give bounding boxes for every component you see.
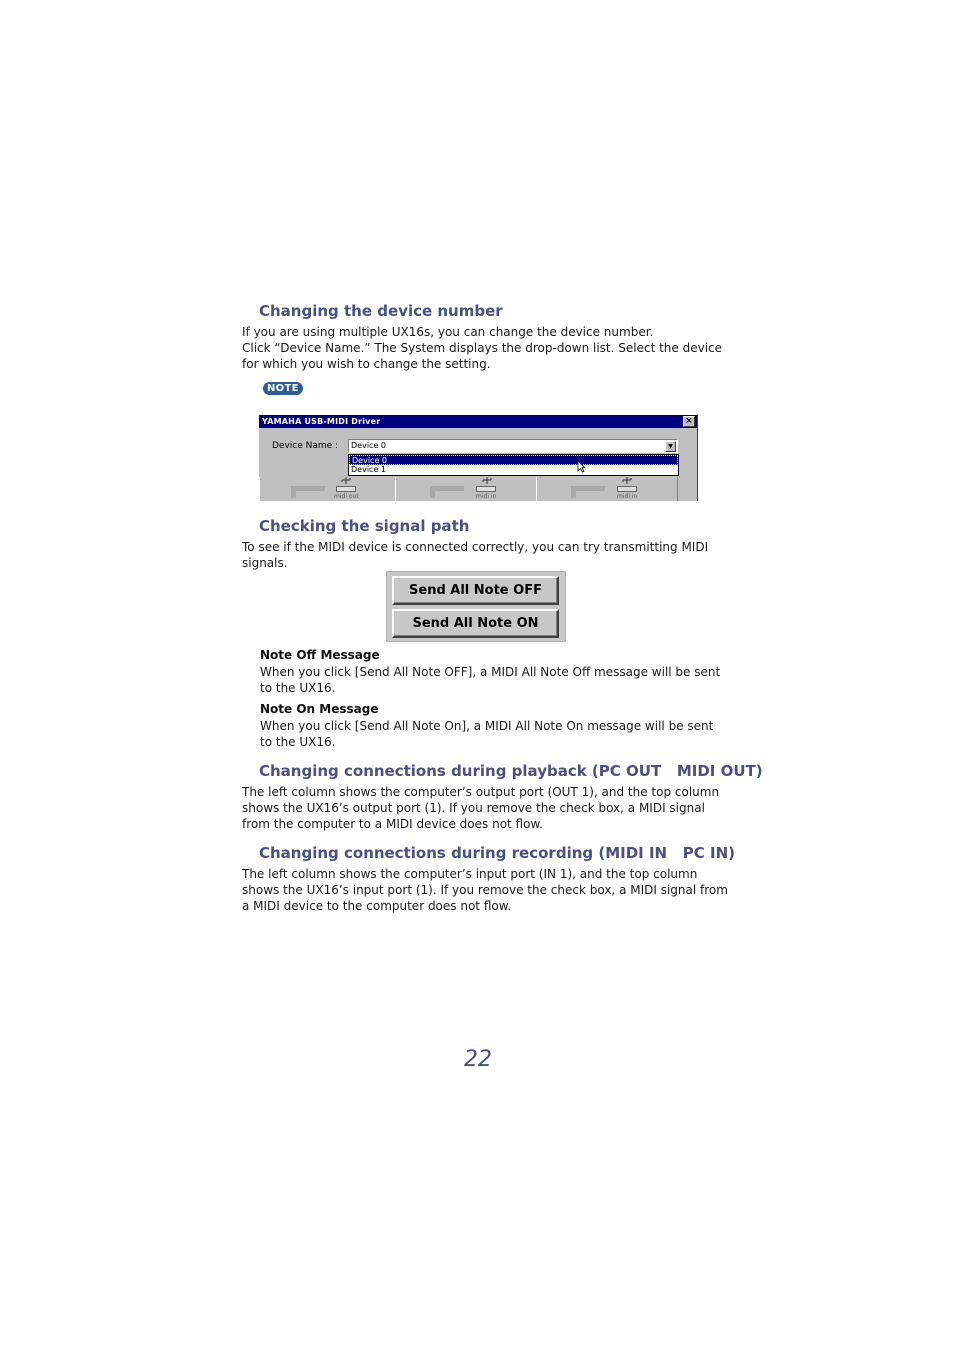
port-connector-icon	[617, 486, 637, 492]
text-line: from the computer to a MIDI device does not flow.	[242, 817, 543, 831]
text-line: signals.	[242, 556, 288, 570]
arrow-stem	[571, 486, 576, 498]
close-icon[interactable]: ×	[683, 416, 695, 427]
paragraph-signal-path	[242, 539, 708, 571]
device-dropdown-list	[348, 454, 679, 476]
send-all-note-on-button[interactable]: Send All Note ON	[392, 609, 559, 638]
note-buttons-panel	[386, 571, 566, 642]
port-label: midi in	[476, 493, 497, 500]
usb-icon	[622, 477, 632, 484]
arrow-stem	[291, 486, 296, 498]
text-line: Click “Device Name.” The System displays the drop-down list. Select the device	[242, 341, 723, 355]
text-line: to the UX16.	[260, 681, 336, 695]
page-number: 22	[464, 1047, 492, 1072]
usb-icon	[341, 477, 351, 484]
dropdown-value: Device 0	[351, 441, 386, 450]
arrow-stem	[430, 486, 435, 498]
text-line: a MIDI device to the computer does not flow.	[242, 899, 512, 913]
device-name-dropdown[interactable]	[348, 439, 678, 453]
text-line: When you click [Send All Note OFF], a MIDI All Note Off message will be sent	[260, 665, 721, 679]
text-line: shows the UX16’s input port (1). If you remove the check box, a MIDI signal from	[242, 883, 728, 897]
chevron-down-icon[interactable]: ▼	[665, 441, 676, 452]
heading-playback-connections: Changing connections during playback (PC OUT MIDI OUT)	[259, 762, 763, 780]
text-line: The left column shows the computer’s input port (IN 1), and the top column	[242, 867, 698, 881]
dropdown-option-device-0[interactable]: Device 0	[349, 455, 678, 465]
arrow-icon	[571, 486, 605, 491]
port-column	[536, 477, 678, 501]
port-connector-icon	[476, 486, 496, 492]
text-line: to the UX16.	[260, 735, 336, 749]
arrow-icon	[291, 486, 325, 491]
text-line: shows the UX16’s output port (1). If you remove the check box, a MIDI signal	[242, 801, 705, 815]
paragraph-recording-connections	[242, 866, 728, 914]
text-line: When you click [Send All Note On], a MIDI All Note On message will be sent	[260, 719, 714, 733]
port-column	[395, 477, 537, 501]
heading-changing-device-number: Changing the device number	[259, 302, 503, 320]
paragraph-playback-connections	[242, 784, 719, 832]
usb-midi-driver-window	[258, 414, 698, 501]
port-column	[259, 477, 396, 501]
note-badge: NOTE	[263, 382, 303, 395]
text-line: The left column shows the computer’s output port (OUT 1), and the top column	[242, 785, 720, 799]
port-connector-icon	[336, 486, 356, 492]
dropdown-option-device-1[interactable]: Device 1	[351, 465, 386, 474]
text-line: for which you wish to change the setting.	[242, 357, 491, 371]
note-off-title: Note Off Message	[260, 648, 380, 662]
arrow-icon	[430, 486, 464, 491]
heading-checking-signal-path: Checking the signal path	[259, 517, 470, 535]
note-on-title: Note On Message	[260, 702, 379, 716]
port-label: midi in	[617, 493, 638, 500]
note-on-description	[260, 718, 713, 750]
device-name-label[interactable]: Device Name :	[272, 441, 339, 451]
usb-icon	[482, 477, 492, 484]
window-titlebar	[259, 415, 697, 428]
window-title: YAMAHA USB-MIDI Driver	[262, 417, 381, 426]
heading-recording-connections: Changing connections during recording (MIDI IN PC IN)	[259, 844, 735, 862]
text-line: If you are using multiple UX16s, you can change the device number.	[242, 325, 654, 339]
text-line: To see if the MIDI device is connected correctly, you can try transmitting MIDI	[242, 540, 709, 554]
note-off-description	[260, 664, 720, 696]
mouse-cursor-icon	[577, 460, 586, 473]
send-all-note-off-button[interactable]: Send All Note OFF	[392, 576, 559, 605]
port-label: midi out	[334, 493, 359, 500]
paragraph-device-number	[242, 324, 722, 372]
